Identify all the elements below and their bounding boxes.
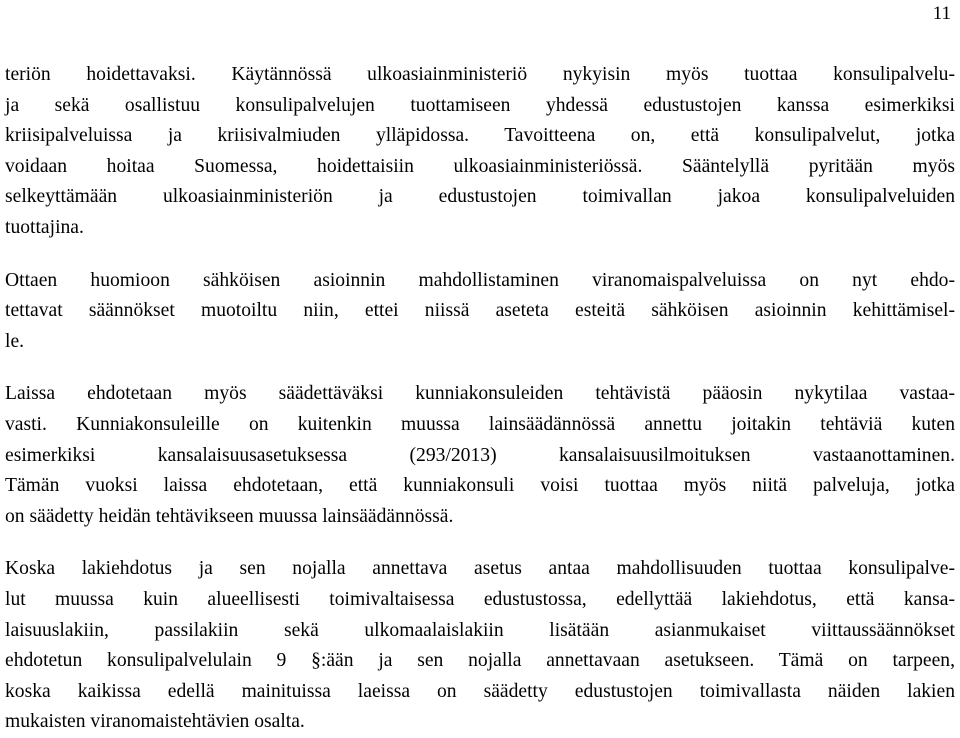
text-line: vasti. Kunniakonsuleille on kuitenkin muussa lainsäädännössä annettu joitakin tehtäviä kuten [5,413,955,435]
text-line: Tämän vuoksi laissa ehdotetaan, että kunniakonsuli voisi tuottaa myös niitä palveluja, jotka [5,475,955,497]
text-line: laisuuslakiin, passilakiin sekä ulkomaalaislakiin lisätään asianmukaiset viittaussäännökset [5,619,955,641]
text-line: le. [5,330,25,352]
text-line: teriön hoidettavaksi. Käytännössä ulkoasiainministeriö nykyisin myös tuottaa konsulipalvelu- [5,64,955,85]
text-line: on säädetty heidän tehtävikseen muussa lainsäädännössä. [5,505,454,527]
text-line: Laissa ehdotetaan myös säädettäväksi kunniakonsuleiden tehtävistä pääosin nykytilaa vastaa- [5,383,955,405]
text-line: Ottaen huomioon sähköisen asioinnin mahdollistaminen viranomaispalveluissa on nyt ehdo- [5,269,955,291]
text-line: ja sekä osallistuu konsulipalvelujen tuottamiseen yhdessä edustustojen kanssa esimerkiksi [5,94,955,116]
text-line: kriisipalveluissa ja kriisivalmiuden ylläpidossa. Tavoitteena on, että konsulipalvelut, jotka [5,125,955,147]
text-line: selkeyttämään ulkoasiainministeriön ja edustustojen toimivallan jakoa konsulipalveluiden [5,186,955,208]
document-body [5,60,955,738]
paragraph-2 [5,266,955,358]
paragraph-3 [5,379,955,532]
text-line: ehdotetun konsulipalvelulain 9 §:ään ja sen nojalla annettavaan asetukseen. Tämä on tarpeen, [5,650,955,672]
page-number: 11 [932,3,951,24]
text-line: tuottajina. [5,216,84,238]
text-line: Koska lakiehdotus ja sen nojalla annettava asetus antaa mahdollisuuden tuottaa konsulipalve- [5,558,955,580]
paragraph-4 [5,554,955,738]
paragraph-1 [5,60,955,244]
text-line: lut muussa kuin alueellisesti toimivaltaisessa edustustossa, edellyttää lakiehdotus, että kansa- [5,588,955,610]
text-line: voidaan hoitaa Suomessa, hoidettaisiin ulkoasiainministeriössä. Sääntelyllä pyritään myös [5,155,955,177]
text-line: mukaisten viranomaistehtävien osalta. [5,711,305,733]
text-line: tettavat säännökset muotoiltu niin, ettei niissä aseteta esteitä sähköisen asioinnin kehittämisel- [5,300,955,322]
text-line: esimerkiksi kansalaisuusasetuksessa (293/2013) kansalaisuusilmoituksen vastaanottaminen. [5,444,955,466]
text-line: koska kaikissa edellä mainituissa laeissa on säädetty edustustojen toimivallasta näiden lakien [5,680,955,702]
